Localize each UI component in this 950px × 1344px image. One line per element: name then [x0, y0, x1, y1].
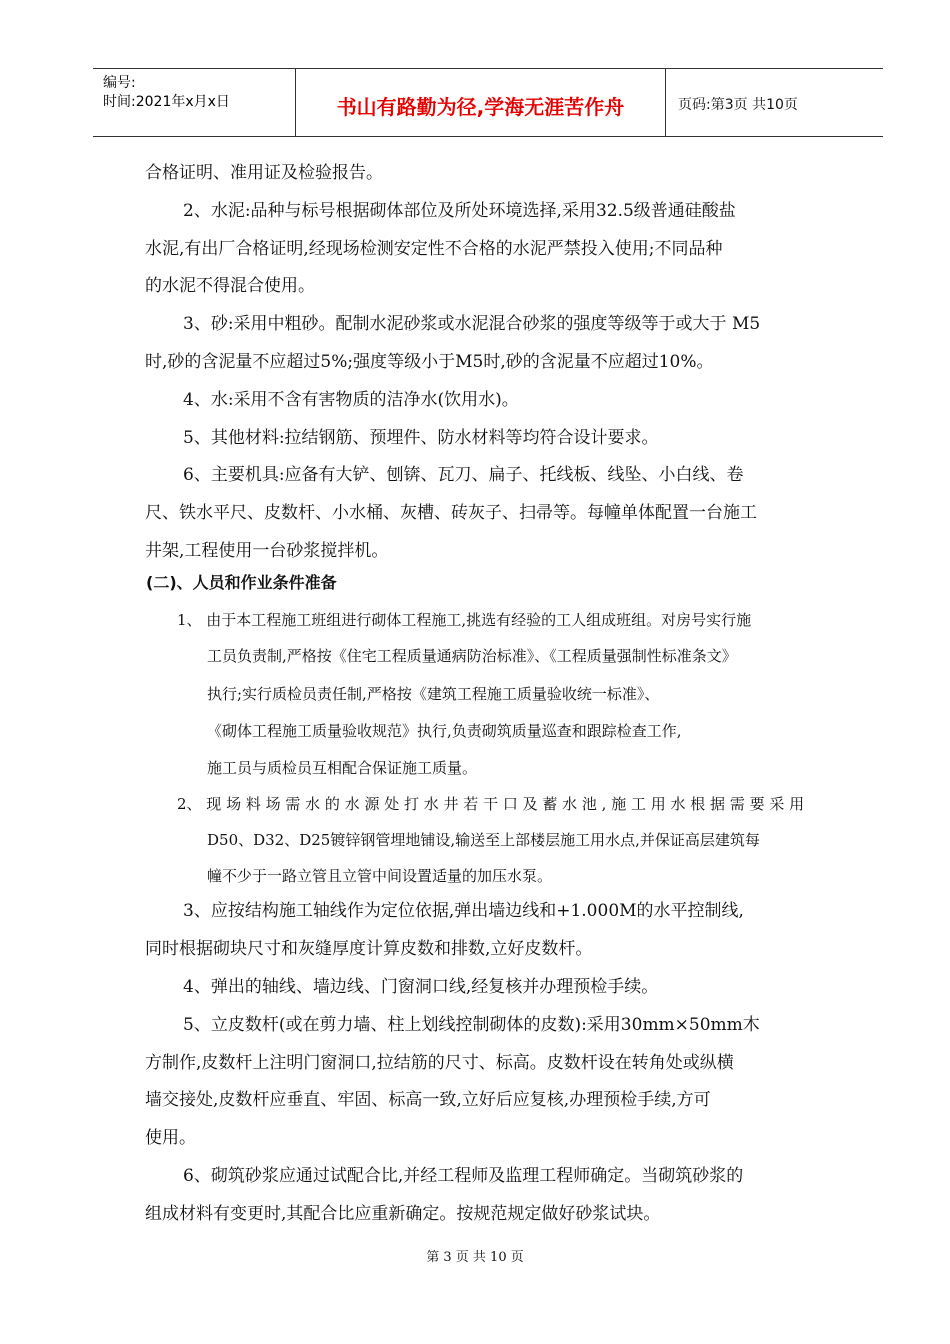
body-line: 尺、铁水平尺、皮数杆、小水桶、灰槽、砖灰子、扫帚等。每幢单体配置一台施工	[145, 503, 757, 523]
body-line: 《砌体工程施工质量验收规范》执行,负责砌筑质量巡查和跟踪检查工作,	[207, 722, 682, 740]
body-line: 幢不少于一路立管且立管中间设置适量的加压水泵。	[207, 867, 553, 885]
body-line: 5、其他材料:拉结钢筋、预埋件、防水材料等均符合设计要求。	[183, 428, 659, 448]
body-line: 4、水:采用不含有害物质的洁净水(饮用水)。	[183, 390, 519, 410]
page-info: 页码:第3页 共10页	[678, 97, 798, 113]
body-line: 方制作,皮数杆上注明门窗洞口,拉结筋的尺寸、标高。皮数杆设在转角处或纵横	[145, 1053, 734, 1073]
body-line: 5、立皮数杆(或在剪力墙、柱上划线控制砌体的皮数):采用30mm×50mm木	[183, 1015, 760, 1035]
section-heading: (二)、人员和作业条件准备	[146, 573, 337, 592]
body-line: 施工员与质检员互相配合保证施工质量。	[207, 759, 478, 777]
body-line: 3、应按结构施工轴线作为定位依据,弹出墙边线和+1.000M的水平控制线,	[183, 901, 744, 921]
time-label: 时间:2021年x月x日	[103, 94, 230, 110]
body-line: 的水泥不得混合使用。	[145, 276, 315, 296]
page-footer: 第 3 页 共 10 页	[426, 1250, 524, 1265]
body-line: 2、水泥:品种与标号根据砌体部位及所处环境选择,采用32.5级普通硅酸盐	[183, 201, 736, 221]
body-line: 同时根据砌块尺寸和灰缝厚度计算皮数和排数,立好皮数杆。	[145, 939, 593, 959]
body-line: 执行;实行质检员责任制,严格按《建筑工程施工质量验收统一标准》、	[207, 685, 660, 703]
number-label: 编号:	[103, 75, 136, 91]
body-line: 3、砂:采用中粗砂。配制水泥砂浆或水泥混合砂浆的强度等级等于或大于 M5	[183, 314, 761, 334]
body-line: 墙交接处,皮数杆应垂直、牢固、标高一致,立好后应复核,办理预检手续,方可	[145, 1090, 711, 1110]
body-line: 2、 现 场 料 场 需 水 的 水 源 处 打 水 井 若 干 口 及 蓄 水 池 , 施 工 用 水 根 据 需 要 采 用	[177, 795, 805, 813]
body-line: 合格证明、准用证及检验报告。	[145, 163, 383, 183]
body-line: D50、D32、D25镀锌钢管埋地铺设,输送至上部楼层施工用水点,并保证高层建筑每	[207, 831, 760, 849]
body-line: 6、主要机具:应备有大铲、刨锛、瓦刀、扁子、托线板、线坠、小白线、卷	[183, 465, 744, 485]
motto-text: 书山有路勤为径,学海无涯苦作舟	[336, 95, 625, 119]
body-line: 组成材料有变更时,其配合比应重新确定。按规范规定做好砂浆试块。	[145, 1204, 661, 1224]
body-line: 工员负责制,严格按《住宅工程质量通病防治标准》、《工程质量强制性标准条文》	[207, 647, 737, 665]
body-line: 井架,工程使用一台砂浆搅拌机。	[145, 541, 389, 561]
body-line: 水泥,有出厂合格证明,经现场检测安定性不合格的水泥严禁投入使用;不同品种	[145, 239, 723, 259]
body-line: 1、 由于本工程施工班组进行砌体工程施工,挑选有经验的工人组成班组。对房号实行施	[177, 611, 752, 629]
body-line: 使用。	[145, 1128, 196, 1148]
body-line: 6、砌筑砂浆应通过试配合比,并经工程师及监理工程师确定。当砌筑砂浆的	[183, 1166, 744, 1186]
body-line: 时,砂的含泥量不应超过5%;强度等级小于M5时,砂的含泥量不应超过10%。	[145, 352, 714, 372]
body-line: 4、弹出的轴线、墙边线、门窗洞口线,经复核并办理预检手续。	[183, 977, 659, 997]
